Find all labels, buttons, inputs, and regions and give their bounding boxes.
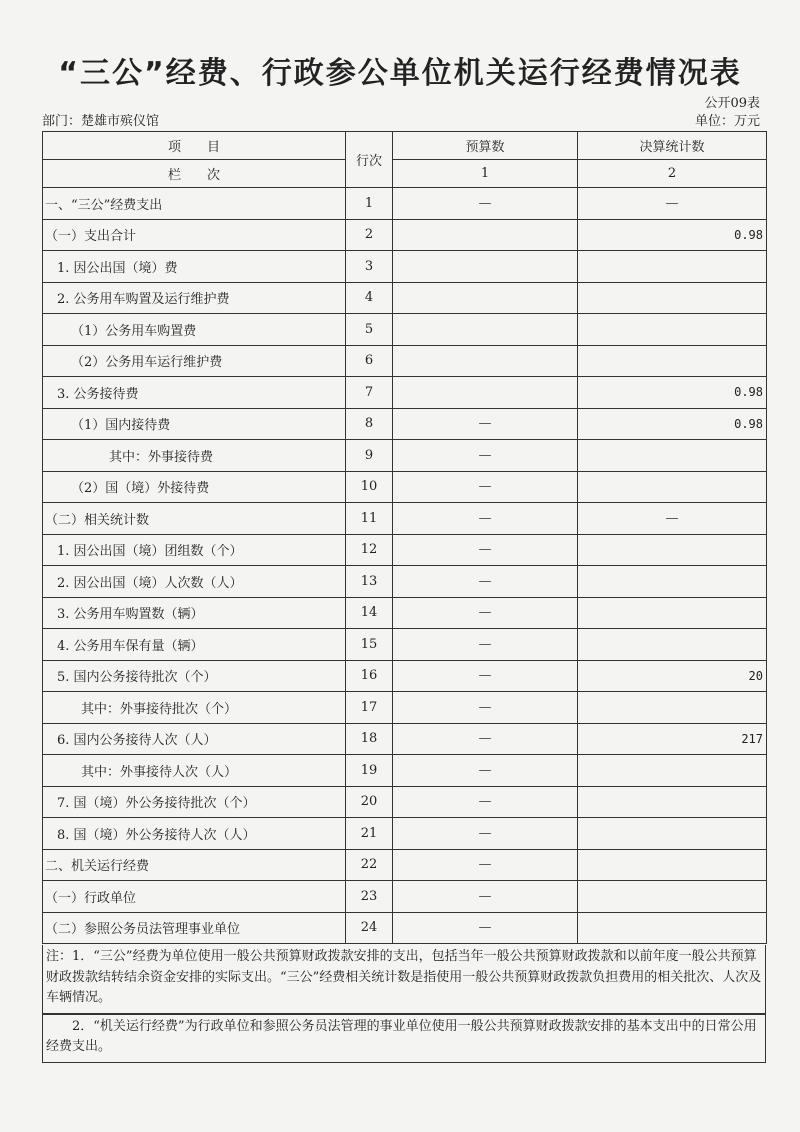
row-number: 13	[346, 566, 393, 598]
column-index-row	[43, 160, 767, 188]
budget-value: —	[393, 503, 578, 535]
actual-value	[578, 597, 767, 629]
row-number: 8	[346, 408, 393, 440]
row-label: （一）行政单位	[43, 881, 346, 913]
row-number: 17	[346, 692, 393, 724]
row-number: 10	[346, 471, 393, 503]
page-title: “三公”经费、行政参公单位机关运行经费情况表	[58, 56, 742, 91]
row-number: 11	[346, 503, 393, 535]
row-label: （1）国内接待费	[43, 408, 346, 440]
row-number: 16	[346, 660, 393, 692]
table-row	[43, 755, 767, 787]
budget-value: —	[393, 408, 578, 440]
row-label: （1）公务用车购置费	[43, 314, 346, 346]
budget-value: —	[393, 660, 578, 692]
row-number: 12	[346, 534, 393, 566]
budget-value	[393, 345, 578, 377]
table-row	[43, 818, 767, 850]
row-label: 5. 国内公务接待批次（个）	[43, 660, 346, 692]
header-actual-col: 2	[578, 160, 767, 188]
row-number: 23	[346, 881, 393, 913]
row-number: 5	[346, 314, 393, 346]
header-item: 项 目	[43, 132, 346, 160]
table-row	[43, 597, 767, 629]
row-number: 7	[346, 377, 393, 409]
row-label: （二）相关统计数	[43, 503, 346, 535]
actual-value: 217	[578, 723, 767, 755]
budget-value: —	[393, 440, 578, 472]
budget-value	[393, 314, 578, 346]
budget-value: —	[393, 566, 578, 598]
row-label: （2）国（境）外接待费	[43, 471, 346, 503]
table-row	[43, 723, 767, 755]
budget-value: —	[393, 849, 578, 881]
table-row	[43, 282, 767, 314]
actual-value	[578, 314, 767, 346]
row-label: 3. 公务接待费	[43, 377, 346, 409]
table-row	[43, 219, 767, 251]
table-row	[43, 534, 767, 566]
row-label: （二）参照公务员法管理事业单位	[43, 912, 346, 944]
row-label: 7. 国（境）外公务接待批次（个）	[43, 786, 346, 818]
row-number: 14	[346, 597, 393, 629]
table-row	[43, 408, 767, 440]
row-label: 二、机关运行经费	[43, 849, 346, 881]
actual-value	[578, 629, 767, 661]
actual-value	[578, 440, 767, 472]
actual-value: —	[578, 503, 767, 535]
table-row	[43, 440, 767, 472]
actual-value: 0.98	[578, 408, 767, 440]
table-row	[43, 314, 767, 346]
header-row	[43, 132, 767, 160]
table-row	[43, 345, 767, 377]
row-number: 19	[346, 755, 393, 787]
form-code: 公开09表	[704, 96, 760, 111]
row-label: 3. 公务用车购置数（辆）	[43, 597, 346, 629]
row-label: 其中：外事接待费	[43, 440, 346, 472]
row-label: （2）公务用车运行维护费	[43, 345, 346, 377]
actual-value	[578, 881, 767, 913]
header-budget-col: 1	[393, 160, 578, 188]
table-row	[43, 660, 767, 692]
row-label: 8. 国（境）外公务接待人次（人）	[43, 818, 346, 850]
header-column-label: 栏 次	[43, 160, 346, 188]
row-label: 一、“三公”经费支出	[43, 188, 346, 220]
header-row-no: 行次	[346, 132, 393, 188]
budget-value: —	[393, 629, 578, 661]
header-budget: 预算数	[393, 132, 578, 160]
row-label: 其中：外事接待批次（个）	[43, 692, 346, 724]
table-row	[43, 629, 767, 661]
actual-value	[578, 534, 767, 566]
row-label: （一）支出合计	[43, 219, 346, 251]
row-label: 6. 国内公务接待人次（人）	[43, 723, 346, 755]
budget-value: —	[393, 881, 578, 913]
actual-value: 0.98	[578, 377, 767, 409]
actual-value	[578, 282, 767, 314]
row-number: 6	[346, 345, 393, 377]
row-number: 18	[346, 723, 393, 755]
actual-value	[578, 251, 767, 283]
row-number: 21	[346, 818, 393, 850]
budget-value: —	[393, 534, 578, 566]
row-number: 1	[346, 188, 393, 220]
table-row	[43, 786, 767, 818]
actual-value	[578, 692, 767, 724]
row-number: 22	[346, 849, 393, 881]
actual-value: 0.98	[578, 219, 767, 251]
row-label: 4. 公务用车保有量（辆）	[43, 629, 346, 661]
row-label: 1. 因公出国（境）费	[43, 251, 346, 283]
row-label: 2. 公务用车购置及运行维护费	[43, 282, 346, 314]
actual-value: —	[578, 188, 767, 220]
note-1: 注：1．“三公”经费为单位使用一般公共预算财政拨款安排的支出，包括当年一般公共预算财政拨款和以前年度一般公共预算财政拨款结转结余资金安排的实际支出。“三公”经费相关统计数是指使用一般公共预算财政拨款负担费用的相关批次、人次及 车辆情况。	[42, 945, 766, 1014]
row-number: 15	[346, 629, 393, 661]
row-label: 其中：外事接待人次（人）	[43, 755, 346, 787]
budget-value	[393, 377, 578, 409]
header-actual: 决算统计数	[578, 132, 767, 160]
actual-value	[578, 912, 767, 944]
row-number: 2	[346, 219, 393, 251]
table-row	[43, 377, 767, 409]
table-row	[43, 251, 767, 283]
budget-value: —	[393, 723, 578, 755]
notes-section	[42, 945, 766, 1063]
actual-value	[578, 786, 767, 818]
budget-value	[393, 219, 578, 251]
budget-value: —	[393, 471, 578, 503]
row-number: 9	[346, 440, 393, 472]
row-label: 2. 因公出国（境）人次数（人）	[43, 566, 346, 598]
budget-value: —	[393, 786, 578, 818]
budget-value: —	[393, 597, 578, 629]
row-number: 4	[346, 282, 393, 314]
table-row	[43, 692, 767, 724]
actual-value	[578, 818, 767, 850]
expense-table	[42, 131, 767, 944]
table-row	[43, 188, 767, 220]
row-number: 3	[346, 251, 393, 283]
note-2: 2．“机关运行经费”为行政单位和参照公务员法管理的事业单位使用一般公共预算财政拨款安排的基本支出中的日常公用经费支出。	[42, 1014, 766, 1063]
table-row	[43, 471, 767, 503]
actual-value: 20	[578, 660, 767, 692]
row-label: 1. 因公出国（境）团组数（个）	[43, 534, 346, 566]
table-row	[43, 881, 767, 913]
budget-value	[393, 251, 578, 283]
table-row	[43, 503, 767, 535]
budget-value: —	[393, 692, 578, 724]
row-number: 24	[346, 912, 393, 944]
budget-value: —	[393, 755, 578, 787]
unit-label: 单位：万元	[694, 114, 760, 129]
actual-value	[578, 566, 767, 598]
table-row	[43, 912, 767, 944]
actual-value	[578, 471, 767, 503]
row-number: 20	[346, 786, 393, 818]
budget-value: —	[393, 912, 578, 944]
actual-value	[578, 849, 767, 881]
table-row	[43, 566, 767, 598]
table-row	[43, 849, 767, 881]
budget-value: —	[393, 188, 578, 220]
budget-value	[393, 282, 578, 314]
actual-value	[578, 345, 767, 377]
actual-value	[578, 755, 767, 787]
budget-value: —	[393, 818, 578, 850]
department-label: 部门：楚雄市殡仪馆	[42, 114, 160, 129]
